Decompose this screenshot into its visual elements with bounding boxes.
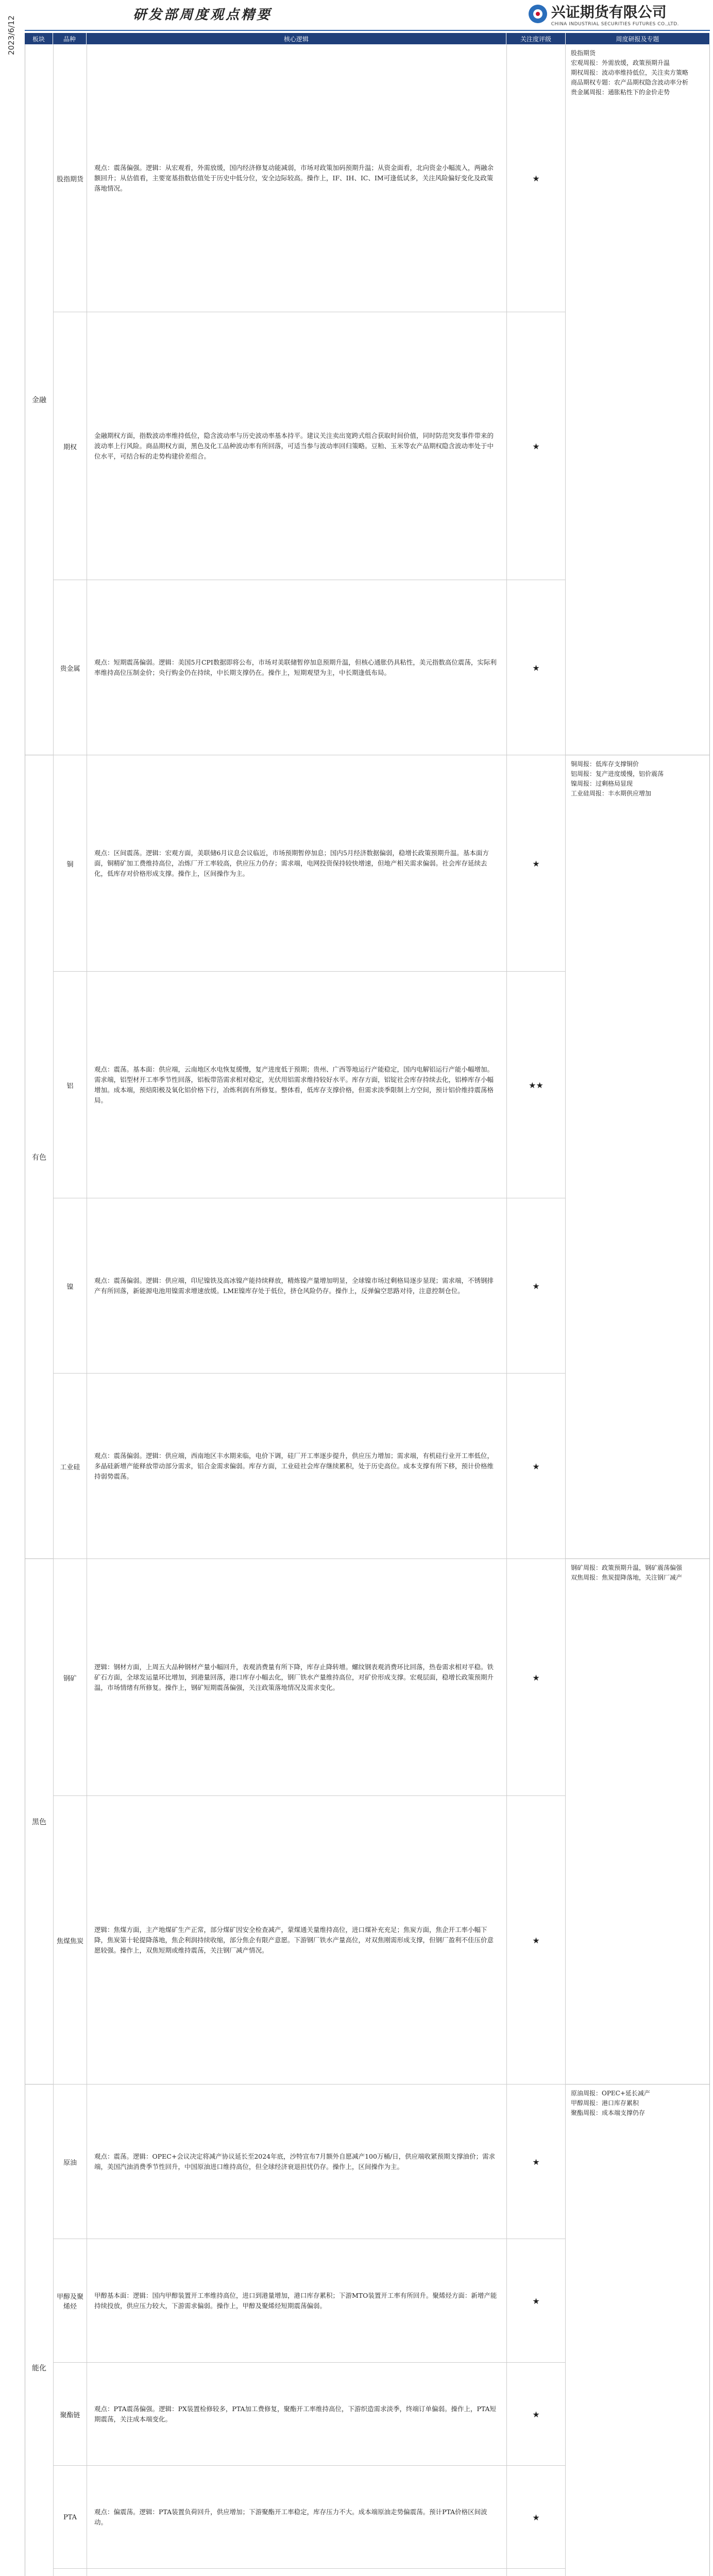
rating-stars: ★ — [506, 1374, 566, 1559]
rating-stars: ★ — [506, 1198, 566, 1374]
variety-name: 镍 — [53, 1198, 87, 1374]
variety-name: 原油 — [53, 2084, 87, 2239]
company-logo — [529, 1, 679, 27]
core-logic-text: 观点：震荡偏弱。逻辑：供应端，西南地区丰水期来临，电价下调，硅厂开工率逐步提升，供应压力增加；需求端，有机硅行业开工率低位，多晶硅新增产能释放带动部分需求，铝合金需求偏弱。库存方面，工业硅社会库存继续累积，处于历史高位。成本支撑有所下移，预计价格维持弱势震荡。 — [87, 1374, 506, 1559]
logo-name-cn: 兴证期货有限公司 — [551, 4, 667, 21]
variety-name: 甲醇及聚烯烃 — [53, 2239, 87, 2363]
variety-name: 贵金属 — [53, 580, 87, 755]
rating-stars: ★ — [506, 2084, 566, 2239]
rating-stars — [506, 2569, 566, 2576]
variety-name: 聚酯链 — [53, 2363, 87, 2466]
core-logic-text: 观点：震荡偏强。逻辑：从宏观看，外需放缓，国内经济修复动能减弱，市场对政策加码预期升温；从资金面看，北向资金小幅流入，两融余额回升；从估值看，主要宽基指数估值处于历史中低分位，安全边际较高。操作上，IF、IH、IC、IM可逢低试多，关注风险偏好变化及政策落地情况。 — [87, 44, 506, 312]
rating-stars: ★ — [506, 1796, 566, 2084]
core-logic-text: 逻辑：焦煤方面，主产地煤矿生产正常，部分煤矿因安全检查减产，蒙煤通关量维持高位，进口煤补充充足；焦炭方面，焦企开工率小幅下降，焦炭第十轮提降落地，焦企利润持续收缩，部分焦企有限产意愿。下游钢厂铁水产量高位，对双焦刚需形成支撑，但钢厂盈利不佳压价意愿较强。操作上，双焦短期或维持震荡，关注钢厂减产情况。 — [87, 1796, 506, 2084]
core-logic-text: 观点：PTA震荡偏强。逻辑：PX装置检修较多，PTA加工费修复，聚酯开工率维持高位，下游织造需求淡季，终端订单偏弱。操作上，PTA短期震荡，关注成本端变化。 — [87, 2363, 506, 2466]
header-sector: 板块 — [25, 33, 53, 44]
sector-label: 能化 — [25, 2084, 53, 2576]
logo-icon — [529, 5, 547, 23]
core-logic-text: 观点：震荡。基本面：供应端，云南地区水电恢复缓慢，复产进度低于预期；贵州、广西等地运行产能稳定，国内电解铝运行产能小幅增加。需求端，铝型材开工率季节性回落，铝板带箔需求相对稳定，光伏用铝需求维持较好水平。库存方面，铝锭社会库存持续去化，铝棒库存小幅增加。成本端，预焙阳极及氧化铝价格下行，冶炼利润有所修复。整体看，低库存支撑价格，但需求淡季限制上方空间，预计铝价维持震荡格局。 — [87, 972, 506, 1198]
rating-stars: ★ — [506, 2466, 566, 2569]
variety-name: 钢矿 — [53, 1559, 87, 1796]
view-table — [25, 33, 710, 44]
core-logic-text — [87, 2569, 506, 2576]
rating-stars: ★ — [506, 44, 566, 312]
variety-name: PTA — [53, 2466, 87, 2569]
variety-name — [53, 2569, 87, 2576]
variety-name: 股指期货 — [53, 44, 87, 312]
header-reports: 周度研报及专题 — [566, 33, 710, 44]
core-logic-text: 观点：偏震荡。逻辑：PTA装置负荷回升，供应增加；下游聚酯开工率稳定，库存压力不大。成本端原油走势偏震荡。预计PTA价格区间波动。 — [87, 2466, 506, 2569]
header-variety: 品种 — [53, 33, 87, 44]
table-body — [25, 44, 710, 2576]
variety-name: 工业硅 — [53, 1374, 87, 1559]
table-header — [25, 33, 710, 44]
weekly-reports-cell: 铜周报：低库存支撑铜价 铝周报：复产进度缓慢，铝价震荡 镍周报：过剩格局显现 工业硅周报：丰水期供应增加 — [566, 755, 710, 1559]
rating-stars: ★ — [506, 580, 566, 755]
header-divider — [25, 30, 710, 31]
core-logic-text: 甲醇基本面：逻辑：国内甲醇装置开工率维持高位，进口到港量增加，港口库存累积；下游MTO装置开工率有所回升。聚烯烃方面：新增产能持续投放，供应压力较大，下游需求偏弱。操作上，甲醇及聚烯烃短期震荡偏弱。 — [87, 2239, 506, 2363]
weekly-reports-cell: 原油周报：OPEC+延长减产 甲醇周报：港口库存累积 聚酯周报：成本端支撑仍存 — [566, 2084, 710, 2576]
logo-name-en: CHINA INDUSTRIAL SECURITIES FUTURES CO.,LTD. — [551, 22, 679, 27]
variety-name: 铝 — [53, 972, 87, 1198]
sector-label: 有色 — [25, 755, 53, 1559]
core-logic-text: 观点：区间震荡。逻辑：宏观方面，美联储6月议息会议临近，市场预期暂停加息；国内5月经济数据偏弱，稳增长政策预期升温。基本面方面，铜精矿加工费维持高位，冶炼厂开工率较高，供应压力仍存；需求端，电网投资保持较快增速，但地产相关需求偏弱。社会库存延续去化，低库存对价格形成支撑。操作上，区间操作为主。 — [87, 755, 506, 972]
header-rating: 关注度评级 — [506, 33, 566, 44]
core-logic-text: 观点：短期震荡偏弱。逻辑：美国5月CPI数据即将公布，市场对美联储暂停加息预期升温，但核心通胀仍具粘性，美元指数高位震荡，实际利率维持高位压制金价；央行购金仍在持续，中长期支撑仍在。操作上，短期观望为主，中长期逢低布局。 — [87, 580, 506, 755]
rating-stars: ★ — [506, 2239, 566, 2363]
weekly-reports-cell: 钢矿周报：政策预期升温，钢矿震荡偏强 双焦周报：焦炭提降落地，关注钢厂减产 — [566, 1559, 710, 2084]
rating-stars: ★ — [506, 2363, 566, 2466]
rating-stars: ★ — [506, 1559, 566, 1796]
page-title: 研发部周度观点精要 — [133, 7, 273, 23]
core-logic-text: 观点：震荡。逻辑：OPEC+会议决定将减产协议延长至2024年底，沙特宣布7月额外自愿减产100万桶/日，供应端收紧预期支撑油价；需求端，美国汽油消费季节性回升，中国原油进口维持高位，但全球经济衰退担忧仍存。操作上，区间操作为主。 — [87, 2084, 506, 2239]
variety-name: 期权 — [53, 312, 87, 580]
report-date: 2023/6/12 — [7, 15, 16, 55]
variety-name: 焦煤焦炭 — [53, 1796, 87, 2084]
variety-name: 铜 — [53, 755, 87, 972]
core-logic-text: 逻辑：钢材方面，上周五大品种钢材产量小幅回升，表观消费量有所下降，库存止降转增。螺纹钢表观消费环比回落，热卷需求相对平稳。铁矿石方面，全球发运量环比增加，到港量回落，港口库存小幅去化，钢厂铁水产量维持高位，对矿价形成支撑。宏观层面，稳增长政策预期升温，市场情绪有所修复。操作上，钢矿短期震荡偏强，关注政策落地情况及需求变化。 — [87, 1559, 506, 1796]
weekly-reports-cell: 股指期货 宏观周报：外需放缓，政策预期升温 期权周报：波动率维持低位，关注卖方策略 商品期权专题：农产品期权隐含波动率分析 贵金属周报：通胀粘性下的金价走势 — [566, 44, 710, 755]
rating-stars: ★ — [506, 312, 566, 580]
core-logic-text: 观点：震荡偏弱。逻辑：供应端，印尼镍铁及高冰镍产能持续释放，精炼镍产量增加明显，全球镍市场过剩格局逐步显现；需求端，不锈钢排产有所回落，新能源电池用镍需求增速放缓。LME镍库存处于低位，挤仓风险仍存。操作上，反弹偏空思路对待，注意控制仓位。 — [87, 1198, 506, 1374]
sector-label: 金融 — [25, 44, 53, 755]
rating-stars: ★★ — [506, 972, 566, 1198]
core-logic-text: 金融期权方面，指数波动率维持低位，隐含波动率与历史波动率基本持平。建议关注卖出宽跨式组合获取时间价值，同时防范突发事件带来的波动率上行风险。商品期权方面，黑色及化工品种波动率有所回落，可适当参与波动率回归策略。豆粕、玉米等农产品期权隐含波动率处于中位水平，可结合标的走势构建价差组合。 — [87, 312, 506, 580]
page-header — [25, 0, 710, 32]
header-logic: 核心逻辑 — [87, 33, 506, 44]
sector-label: 黑色 — [25, 1559, 53, 2084]
rating-stars: ★ — [506, 755, 566, 972]
